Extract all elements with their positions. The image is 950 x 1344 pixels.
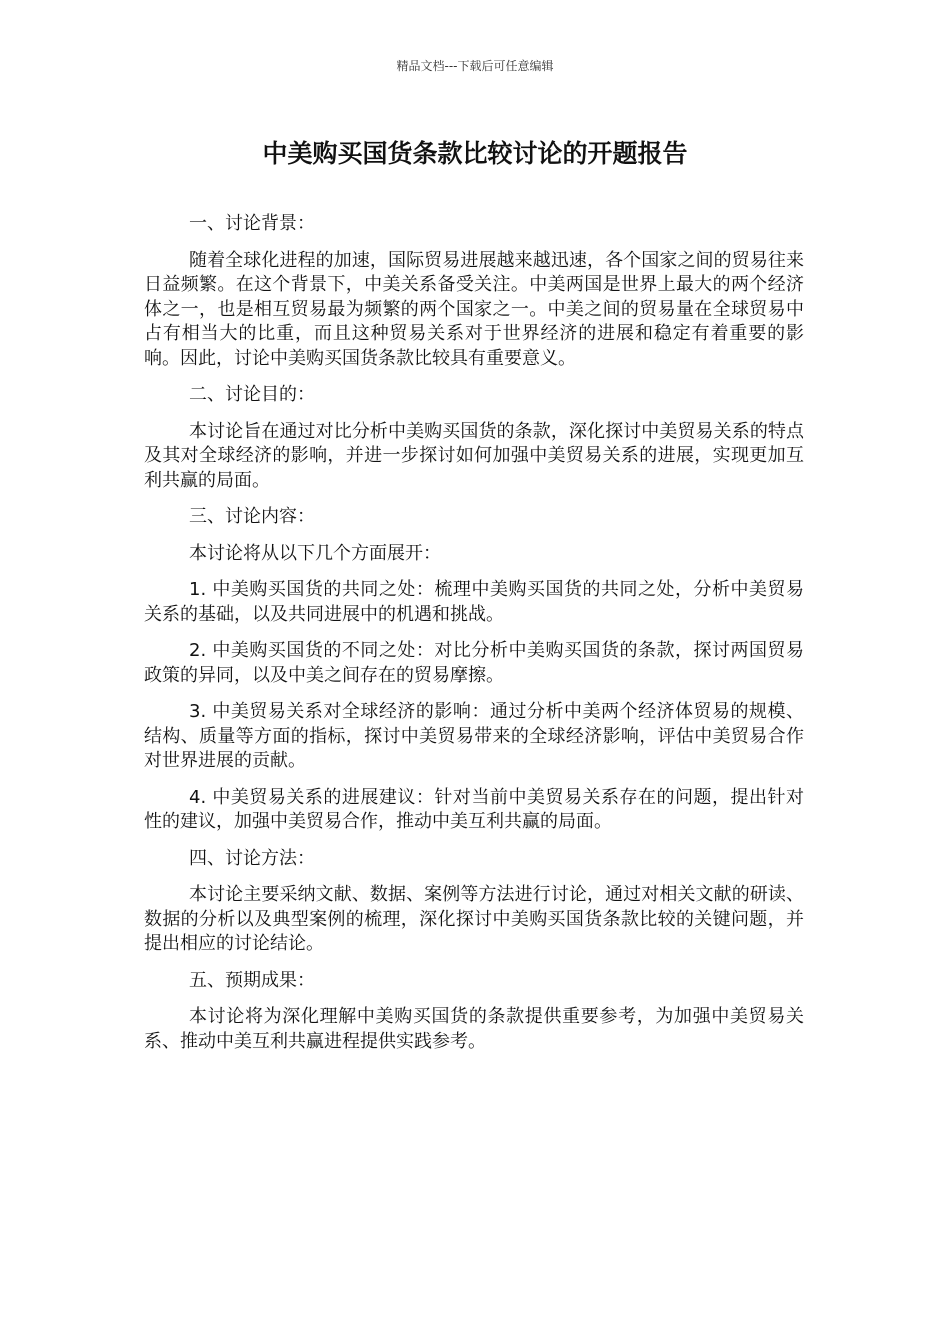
list-item-similarities: 1. 中美购买国货的共同之处：梳理中美购买国货的共同之处，分析中美贸易关系的基础，以及共同进展中的机遇和挑战。 xyxy=(144,579,804,625)
list-item-global-impact: 3. 中美贸易关系对全球经济的影响：通过分析中美两个经济体贸易的规模、结构、质量等方面的指标，探讨中美贸易带来的全球经济影响，评估中美贸易合作对世界进展的贡献。 xyxy=(144,701,804,771)
section-heading-background: 一、讨论背景： xyxy=(189,213,315,234)
paragraph-purpose: 本讨论旨在通过对比分析中美购买国货的条款，深化探讨中美贸易关系的特点及其对全球经济的影响，并进一步探讨如何加强中美贸易关系的进展，实现更加互利共赢的局面。 xyxy=(144,420,804,491)
document-body xyxy=(144,212,804,1066)
document-title: 中美购买国货条款比较讨论的开题报告 xyxy=(262,139,688,168)
paragraph-method: 本讨论主要采纳文献、数据、案例等方法进行讨论，通过对相关文献的研读、数据的分析以及典型案例的梳理，深化探讨中美购买国货条款比较的关键问题，并提出相应的讨论结论。 xyxy=(144,884,804,954)
paragraph-background: 随着全球化进程的加速，国际贸易进展越来越迅速，各个国家之间的贸易往来日益频繁。在这个背景下，中美关系备受关注。中美两国是世界上最大的两个经济体之一，也是相互贸易最为频繁的两个国家之一。中美之间的贸易量在全球贸易中占有相当大的比重，而且这种贸易关系对于世界经济的进展和稳定有着重要的影响。因此，讨论中美购买国货条款比较具有重要意义。 xyxy=(144,249,804,369)
list-item-suggestions: 4. 中美贸易关系的进展建议：针对当前中美贸易关系存在的问题，提出针对性的建议，加强中美贸易合作，推动中美互利共赢的局面。 xyxy=(144,786,804,832)
list-item-differences: 2. 中美购买国货的不同之处：对比分析中美购买国货的条款，探讨两国贸易政策的异同，以及中美之间存在的贸易摩擦。 xyxy=(144,640,804,686)
header-note: 精品文档---下载后可任意编辑 xyxy=(396,59,554,73)
paragraph-outcomes: 本讨论将为深化理解中美购买国货的条款提供重要参考，为加强中美贸易关系、推动中美互利共赢进程提供实践参考。 xyxy=(144,1006,804,1052)
section-heading-purpose: 二、讨论目的： xyxy=(189,384,315,405)
section-heading-outcomes: 五、预期成果： xyxy=(189,969,315,991)
section-heading-method: 四、讨论方法： xyxy=(189,847,315,869)
section-heading-content: 三、讨论内容： xyxy=(189,506,315,527)
paragraph-content-intro: 本讨论将从以下几个方面展开： xyxy=(189,542,441,564)
